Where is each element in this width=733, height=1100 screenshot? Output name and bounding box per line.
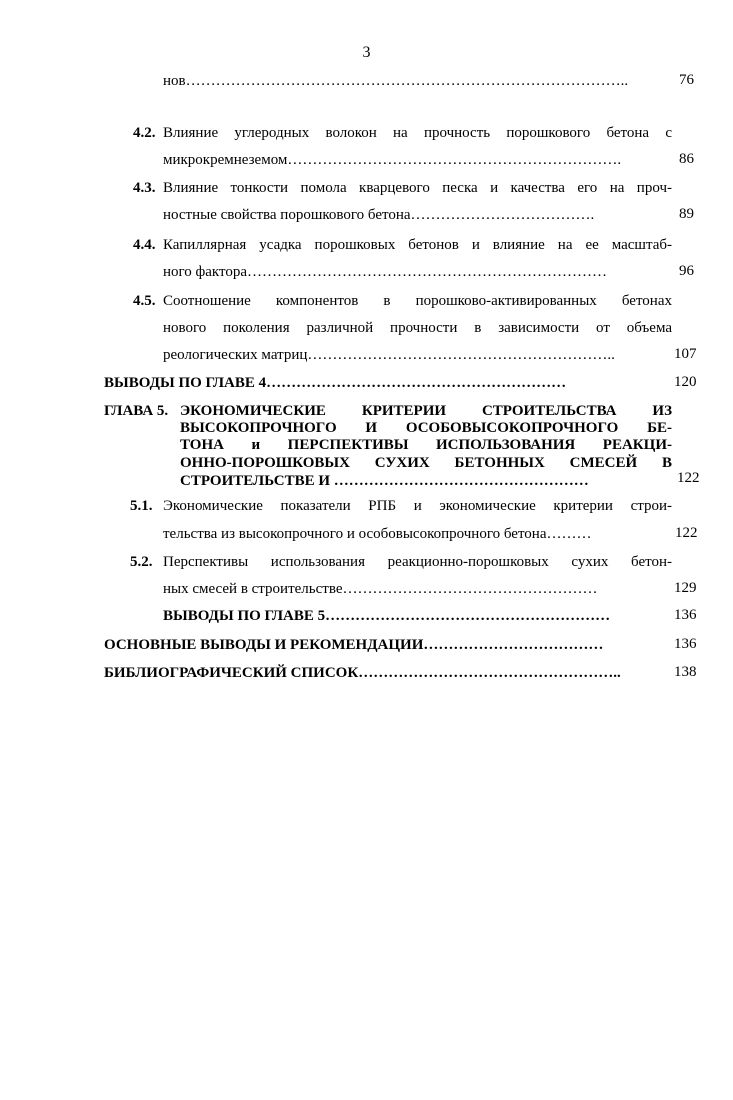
toc-page-122-chapter: 122 — [677, 470, 700, 486]
toc-page-96: 96 — [679, 263, 694, 279]
toc-page-120: 120 — [674, 374, 697, 390]
toc-page-107: 107 — [674, 346, 697, 362]
toc-page-122: 122 — [675, 525, 698, 541]
toc-conclusions-chapter-4: ВЫВОДЫ ПО ГЛАВЕ 4…………………………………………………… — [104, 375, 567, 391]
toc-page-136-main: 136 — [674, 636, 697, 652]
toc-entry-5-2-line2: ных смесей в строительстве…………………………………………… — [163, 581, 598, 597]
toc-entry-4-4-line1: Капиллярная усадка порошковых бетонов и влияние на ее масштаб- — [163, 237, 672, 253]
toc-entry-4-3-line2: ностные свойства порошкового бетона………………………………. — [163, 207, 595, 223]
chapter-5-title-line5: СТРОИТЕЛЬСТВЕ И …………………………………………… — [180, 473, 589, 489]
toc-page-89: 89 — [679, 206, 694, 222]
toc-entry-4-2-line1: Влияние углеродных волокон на прочность порошкового бетона с — [163, 125, 672, 141]
section-number-5-2: 5.2. — [130, 554, 153, 570]
section-number-4-3: 4.3. — [133, 180, 156, 196]
toc-entry-4-5-line2: нового поколения различной прочности в зависимости от объема — [163, 320, 672, 336]
toc-page-86: 86 — [679, 151, 694, 167]
toc-entry-5-2-line1: Перспективы использования реакционно-порошковых сухих бетон- — [163, 554, 672, 570]
toc-entry-4-5-line1: Соотношение компонентов в порошково-активированных бетонах — [163, 293, 672, 309]
toc-entry-4-5-line3: реологических матриц…………………………………………………….. — [163, 347, 615, 363]
chapter-5-title-line4: ОННО-ПОРОШКОВЫХ СУХИХ БЕТОННЫХ СМЕСЕЙ В — [180, 455, 672, 471]
toc-entry-4-2-line2: микрокремнеземом…………………………………………………………. — [163, 152, 622, 168]
section-number-4-5: 4.5. — [133, 293, 156, 309]
toc-page-138: 138 — [674, 664, 697, 680]
toc-entry-continuation: нов…………………………………………………………………………….. — [163, 73, 629, 89]
toc-entry-5-1-line2: тельства из высокопрочного и особовысокопрочного бетона……… — [163, 526, 592, 542]
chapter-5-title-line2: ВЫСОКОПРОЧНОГО И ОСОБОВЫСОКОПРОЧНОГО БЕ- — [180, 420, 672, 436]
chapter-5-title-line1: ЭКОНОМИЧЕСКИЕ КРИТЕРИИ СТРОИТЕЛЬСТВА ИЗ — [180, 403, 672, 419]
section-number-4-2: 4.2. — [133, 125, 156, 141]
toc-page-136-ch5: 136 — [674, 607, 697, 623]
toc-bibliography: БИБЛИОГРАФИЧЕСКИЙ СПИСОК…………………………………………….. — [104, 665, 621, 681]
toc-page-129: 129 — [674, 580, 697, 596]
toc-page-76: 76 — [679, 72, 694, 88]
chapter-5-label: ГЛАВА 5. — [104, 403, 169, 419]
toc-entry-4-3-line1: Влияние тонкости помола кварцевого песка и качества его на проч- — [163, 180, 672, 196]
page-number: 3 — [362, 44, 371, 61]
section-number-4-4: 4.4. — [133, 237, 156, 253]
toc-conclusions-chapter-5: ВЫВОДЫ ПО ГЛАВЕ 5………………………………………………… — [163, 608, 611, 624]
toc-main-conclusions: ОСНОВНЫЕ ВЫВОДЫ И РЕКОМЕНДАЦИИ……………………………… — [104, 637, 604, 653]
toc-entry-4-4-line2: ного фактора……………………………………………………………… — [163, 264, 608, 280]
chapter-5-title-line3: ТОНА и ПЕРСПЕКТИВЫ ИСПОЛЬЗОВАНИЯ РЕАКЦИ- — [180, 437, 672, 453]
toc-entry-5-1-line1: Экономические показатели РПБ и экономические критерии строи- — [163, 498, 672, 514]
section-number-5-1: 5.1. — [130, 498, 153, 514]
